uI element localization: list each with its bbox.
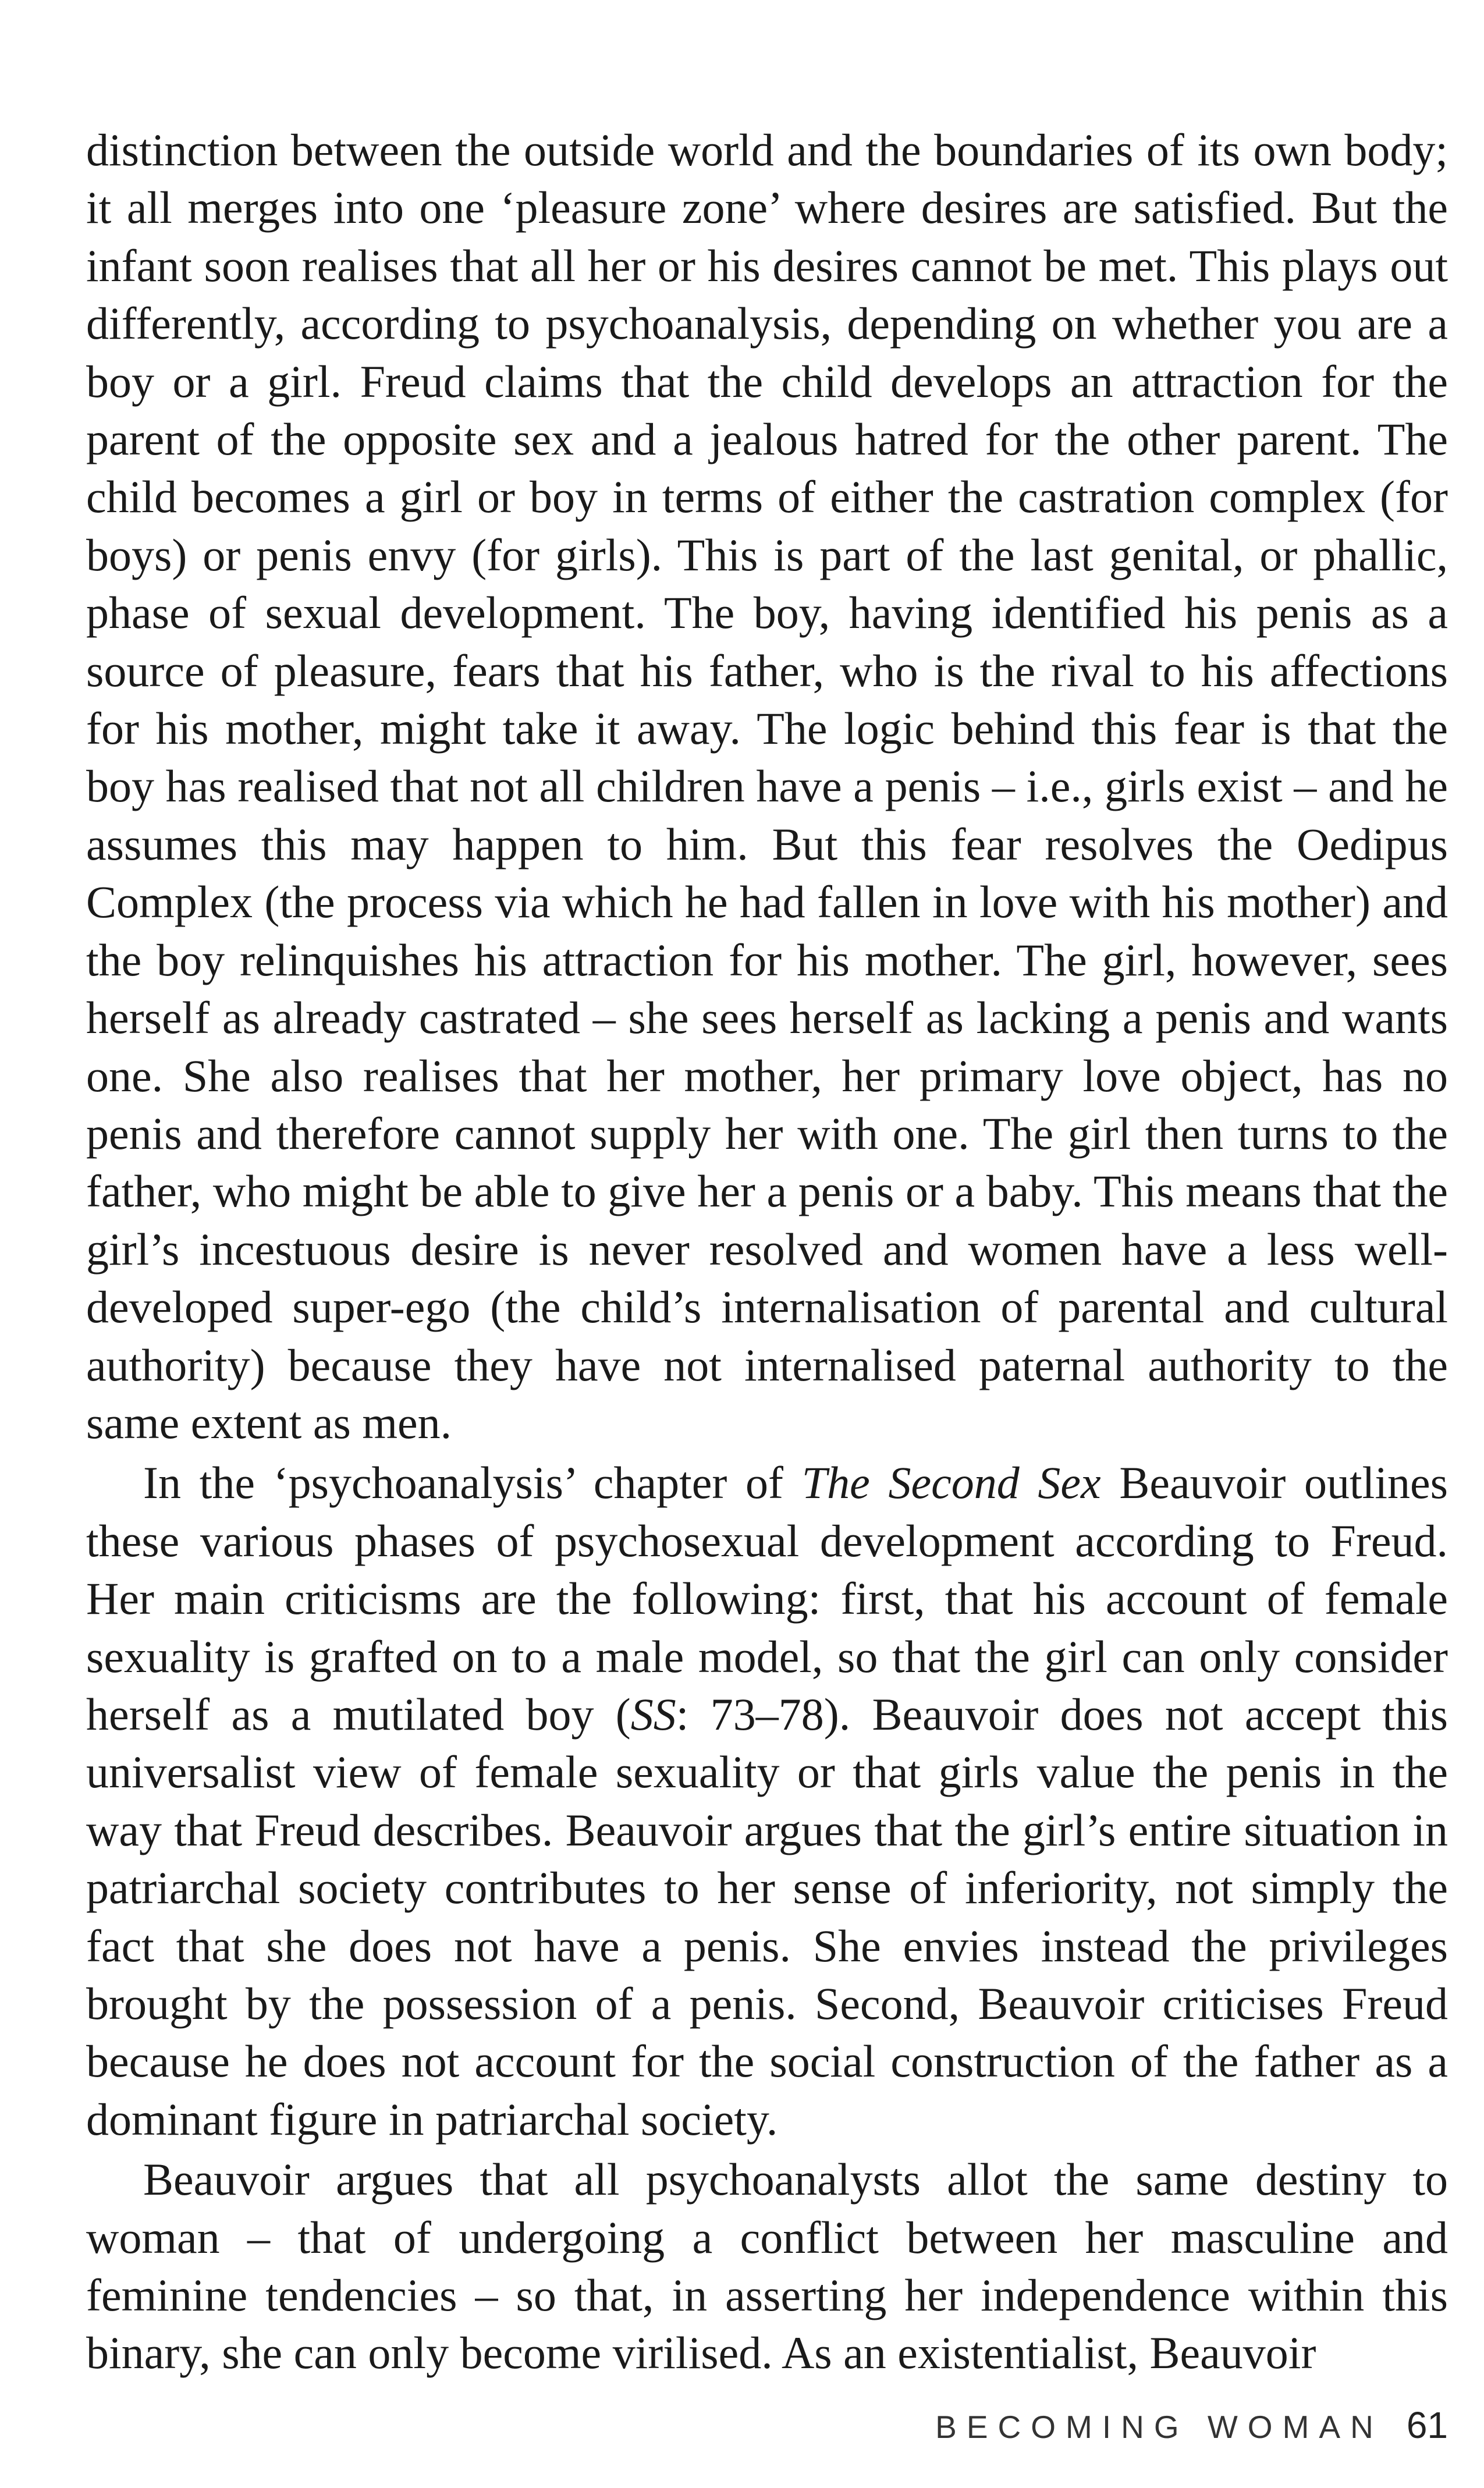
page-footer — [935, 2404, 1448, 2447]
running-head: BECOMING WOMAN — [935, 2409, 1383, 2445]
body-paragraph-1: distinction between the outside world and the boundaries of its own body; it all merges into one ‘pleasure zone’ where desires are satisfied. But the infant soon realises that all her or his desires cannot be met. This plays out differently, according to psychoanalysis, depending on whether you are a boy or a girl. Freud claims that the child develops an attraction for the parent of the opposite sex and a jealous hatred for the other parent. The child becomes a girl or boy in terms of either the castration complex (for boys) or penis envy (for girls). This is part of the last genital, or phallic, phase of sexual development. The boy, having identified his penis as a source of pleasure, fears that his father, who is the rival to his affections for his mother, might take it away. The logic behind this fear is that the boy has realised that not all children have a penis – i.e., girls exist – and he assumes this may happen to him. But this fear resolves the Oedipus Complex (the process via which he had fallen in love with his mother) and the boy relinquishes his attraction for his mother. The girl, however, sees herself as already castrated – she sees herself as lacking a penis and wants one. She also realises that her mother, her primary love object, has no penis and therefore cannot supply her with one. The girl then turns to the father, who might be able to give her a penis or a baby. This means that the girl’s incestuous desire is never resolved and women have a less well-developed super-ego (the child’s internalisation of parental and cultural authority) because they have not internalised paternal authority to the same extent as men. — [86, 125, 1448, 1448]
body-paragraph-2 — [86, 1454, 1448, 2148]
citation-abbreviation: SS — [630, 1688, 676, 1740]
paragraph-2-text-before-title: In the ‘psychoanalysis’ chapter of — [143, 1457, 802, 1509]
paragraph-2-text-after-citation: Beauvoir does not accept this universalist view of female sexuality or that girls value the penis in the way that Freud describes. Beauvoir argues that the girl’s entire situation in patriarchal society contributes to her sense of inferiority, not simply the fact that she does not have a penis. She envies instead the privileges brought by the possession of a penis. Second, Beauvoir criticises Freud because he does not account for the social construction of the father as a dominant figure in patriarchal society. — [86, 1688, 1448, 2145]
citation-pages: : 73–78). — [676, 1688, 851, 1740]
book-page-body — [86, 121, 1448, 2382]
paragraph-2-text-after-title: Beauvoir outlines these various phases of psychosexual development according to Freud. Her main criticisms are the following: first, that his account of female sexuality is grafted on to a male model, so that the girl can only consider herself as a mutilated boy ( — [86, 1457, 1449, 1740]
book-title-second-sex: The Second Sex — [801, 1457, 1101, 1509]
page-number: 61 — [1406, 2404, 1448, 2446]
body-paragraph-3: Beauvoir argues that all psychoanalysts allot the same destiny to woman – that of undergoing a conflict between her masculine and feminine tendencies – so that, in asserting her independence within this binary, she can only become virilised. As an existentialist, Beauvoir — [86, 2154, 1448, 2379]
